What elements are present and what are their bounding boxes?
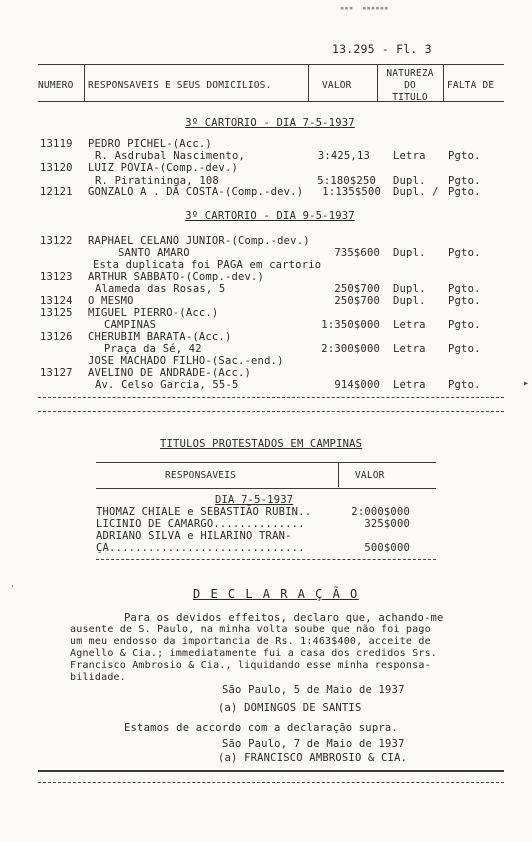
entry-address: Praça da Sé, 42 — [104, 343, 202, 355]
declaration-line: Agnello & Cia.; immediatamente fui a casa dos credidos Srs. — [70, 648, 438, 659]
col-divider — [84, 64, 85, 102]
header-responsaveis: RESPONSAVEIS E SEUS DOMICILIOS. — [88, 80, 272, 91]
entry-natureza: Letra — [393, 150, 426, 162]
entry-valor: 5:180$250 — [317, 175, 376, 187]
signature-name: (a) FRANCISCO AMBROSIO & CIA. — [218, 752, 408, 764]
header-natureza-do: DO — [404, 80, 416, 91]
declaration-line: bilidade. — [70, 672, 126, 683]
entry-falta: Pgto. — [448, 175, 481, 187]
entry-falta: Pgto. — [448, 186, 481, 198]
col-divider — [308, 64, 309, 102]
entry-name: LUIZ POVIA-(Comp.-dev.) — [88, 162, 238, 174]
entry-falta: Pgto. — [448, 283, 481, 295]
entry-address: CAMPINAS — [104, 319, 157, 331]
entry-name: MIGUEL PIERRO-(Acc.) — [88, 307, 219, 319]
protest-header-resp: RESPONSAVEIS — [165, 470, 237, 481]
entry-valor: 914$000 — [334, 379, 380, 391]
entry-valor: 735$600 — [334, 247, 380, 259]
entry-falta: Pgto. — [448, 295, 481, 307]
header-falta: FALTA DE — [447, 80, 495, 91]
footer-rule — [38, 782, 504, 783]
entry-name: ARTHUR SABBATO-(Comp.-dev.) — [88, 271, 265, 283]
header-natureza-titulo: TITULO — [392, 92, 428, 103]
entry-valor: 3:425,13 — [317, 150, 370, 162]
protest-name: LICINIO DE CAMARGO.............. — [96, 518, 305, 530]
header-numero: NUMERO — [38, 80, 74, 91]
entry-natureza: Letra — [393, 319, 426, 331]
entry-address: SANTO AMARO — [118, 247, 190, 259]
entry-falta: Pgto. — [448, 379, 481, 391]
entry-natureza: Dupl. — [393, 295, 426, 307]
entry-name: AVELINO DE ANDRADE-(Acc.) — [88, 367, 252, 379]
entry-address: R. Asdrubal Nascimento, — [95, 150, 245, 162]
entry-endorser: JOSE MACHADO FILHO-(Sac.-end.) — [88, 355, 284, 367]
entry-address: R. Piratininga, 108 — [95, 175, 219, 187]
entry-falta: Pgto. — [448, 150, 481, 162]
entry-valor: 250$700 — [334, 295, 380, 307]
entry-number: 13124 — [40, 295, 73, 307]
protest-title: TITULOS PROTESTADOS EM CAMPINAS — [160, 438, 363, 450]
entry-number: 13123 — [40, 271, 73, 283]
declaration-line: ausente de S. Paulo, na minha volta soube que não foi pago — [70, 624, 431, 635]
header-top-rule — [38, 64, 504, 65]
protest-valor: 325$000 — [364, 518, 410, 530]
entry-valor: 250$700 — [334, 283, 380, 295]
entry-valor: 2:300$000 — [321, 343, 380, 355]
entry-number: 13122 — [40, 235, 73, 247]
header-valor: VALOR — [322, 80, 352, 91]
top-marking: ▪▪▪ ▪▪▪▪▪▪ — [340, 4, 389, 12]
entry-falta: Pgto. — [448, 319, 481, 331]
entry-address: Av. Celso Garcia, 55-5 — [95, 379, 239, 391]
section-title: 3º CARTORIO - DIA 7-5-1937 — [185, 117, 355, 129]
entry-name: GONZALO A . DA COSTA-(Comp.-dev.) — [88, 186, 304, 198]
entry-address: Alameda das Rosas, 5 — [95, 283, 226, 295]
protest-header-bottom-rule — [96, 488, 436, 489]
section-title: 3º CARTORIO - DIA 9-5-1937 — [185, 210, 355, 222]
section-divider — [38, 411, 504, 412]
protest-bottom-rule — [96, 559, 436, 560]
protest-name: THOMAZ CHIALE e SEBASTIÃO RUBIN.. — [96, 506, 312, 518]
entry-number: 13127 — [40, 367, 73, 379]
declaration-line: um meu endosso da importancia de Rs. 1:463$400, acceite de — [70, 636, 431, 647]
entry-natureza: Dupl. — [393, 175, 426, 187]
protest-valor: 500$000 — [364, 542, 410, 554]
entry-number: 13120 — [40, 162, 73, 174]
protest-name: ADRIANO SILVA e HILARINO TRAN- — [96, 530, 292, 542]
protest-name: ÇA.............................. — [96, 542, 305, 554]
declaration-title: D E C L A R A Ç Ã O — [193, 587, 359, 601]
entry-name: RAPHAEL CELANO JUNIOR-(Comp.-dev.) — [88, 235, 310, 247]
entry-natureza: Letra — [393, 343, 426, 355]
signature-name: (a) DOMINGOS DE SANTIS — [218, 702, 362, 714]
page-reference: 13.295 - Fl. 3 — [332, 42, 432, 56]
entry-number: 13125 — [40, 307, 73, 319]
margin-mark: ▸ — [523, 378, 530, 389]
entry-falta: Pgto. — [448, 343, 481, 355]
entry-natureza: Letra — [393, 379, 426, 391]
entry-valor: 1:135$500 — [322, 186, 381, 198]
section-divider — [38, 397, 504, 398]
paid-note: Esta duplicata foi PAGA em cartorio — [93, 259, 322, 271]
entry-natureza: Dupl. — [393, 247, 426, 259]
entry-natureza: Dupl. / — [393, 186, 439, 198]
declaration-line: Francisco Ambrosio & Cia., liquidando esse minha responsa- — [70, 660, 431, 671]
entry-number: 13126 — [40, 331, 73, 343]
protest-header-valor: VALOR — [355, 470, 385, 481]
entry-number: 13119 — [40, 138, 73, 150]
accord-statement: Estamos de accordo com a declaração supra. — [124, 722, 398, 734]
header-natureza: NATUREZA — [386, 68, 434, 79]
col-divider — [377, 64, 378, 102]
entry-number: 12121 — [40, 186, 73, 198]
footer-rule — [38, 770, 504, 772]
entry-name: CHERUBIM BARATA-(Acc.) — [88, 331, 232, 343]
entry-name: PEDRO PICHEL-(Acc.) — [88, 138, 212, 150]
entry-name: O MESMO — [88, 295, 134, 307]
signature-date: São Paulo, 5 de Maio de 1937 — [222, 684, 405, 696]
entry-falta: Pgto. — [448, 247, 481, 259]
entry-natureza: Dupl. — [393, 283, 426, 295]
signature-date: São Paulo, 7 de Maio de 1937 — [222, 738, 405, 750]
protest-header-top-rule — [96, 462, 436, 463]
protest-valor: 2:000$000 — [351, 506, 410, 518]
declaration-line: Para os devidos effeitos, declaro que, achando-me — [124, 612, 444, 624]
col-divider — [443, 64, 444, 102]
protest-col-divider — [338, 462, 339, 487]
margin-mark: ' — [10, 584, 16, 593]
protest-day: DIA 7-5-1937 — [215, 494, 294, 506]
entry-valor: 1:350$000 — [321, 319, 380, 331]
